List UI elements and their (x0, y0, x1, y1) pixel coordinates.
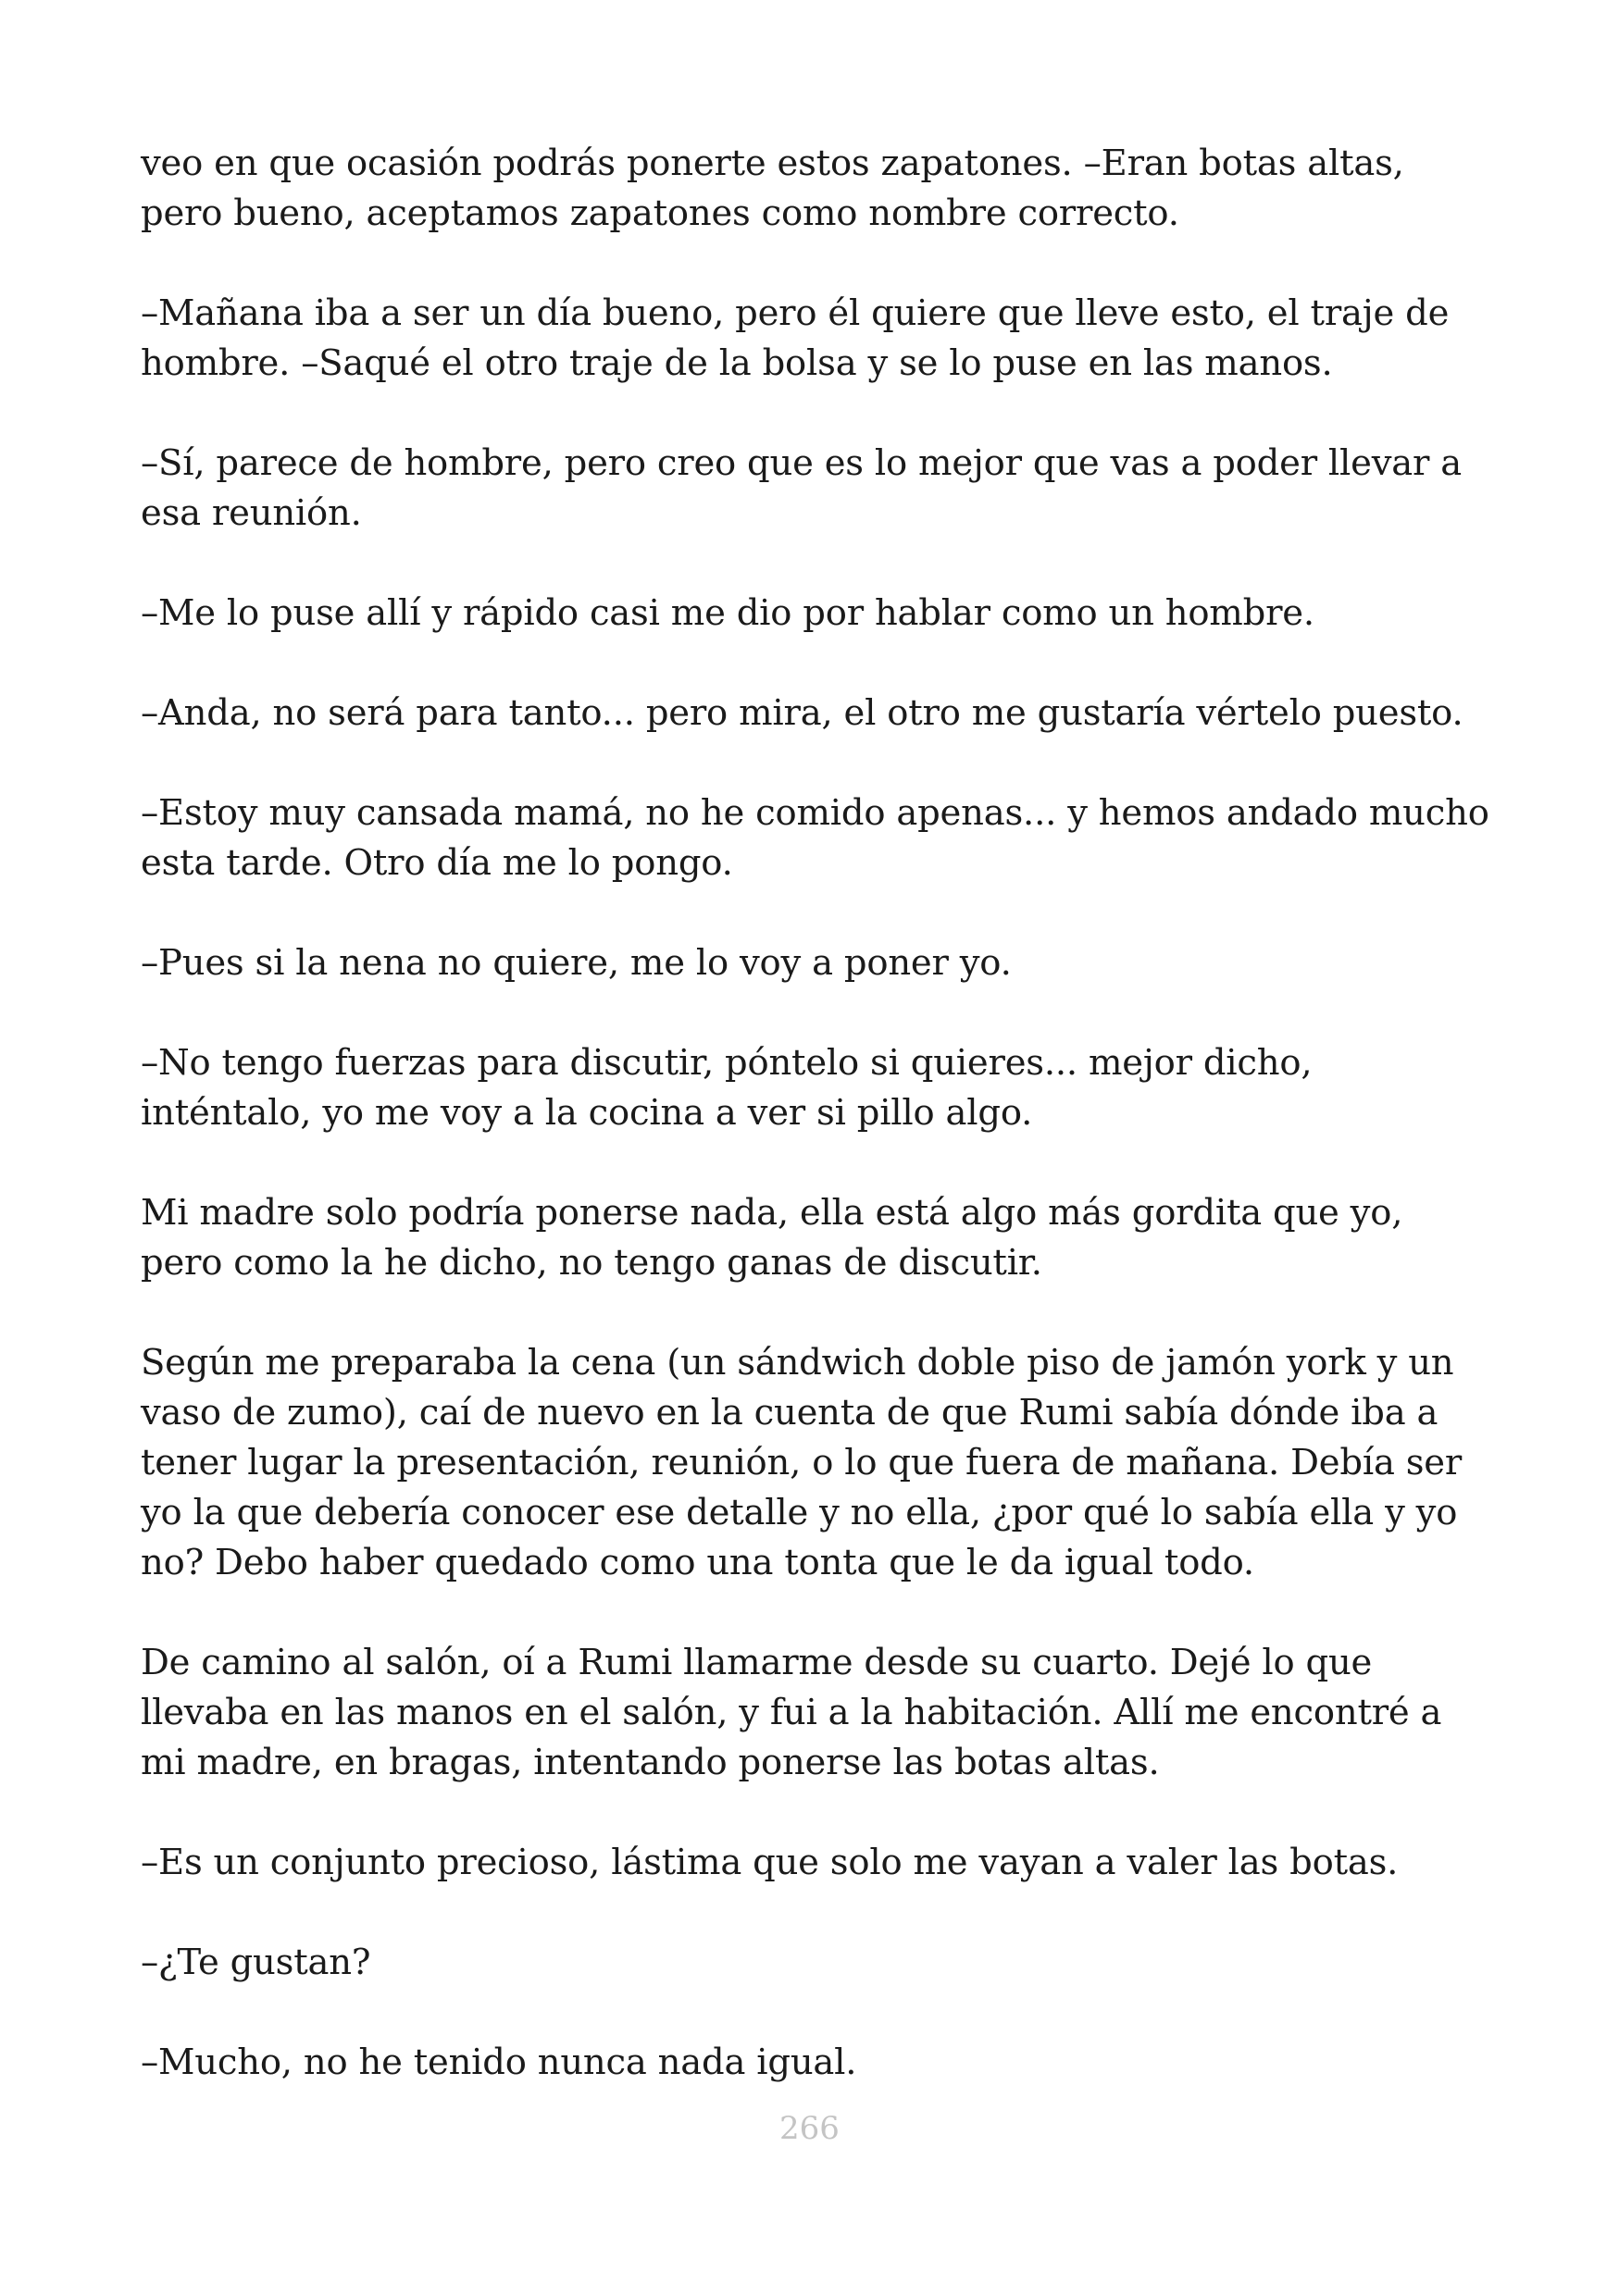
paragraph: –Es un conjunto precioso, lástima que solo me vayan a valer las botas. (141, 1842, 1399, 1883)
paragraph: –Pues si la nena no quiere, me lo voy a poner yo. (141, 942, 1012, 984)
page-number: 266 (779, 2110, 840, 2147)
paragraph: –Sí, parece de hombre, pero creo que es lo mejor que vas a poder llevar a esa reunión. (141, 442, 1463, 534)
paragraph: –Mucho, no he tenido nunca nada igual. (141, 2042, 857, 2083)
page-body (141, 139, 1492, 2138)
paragraph: –No tengo fuerzas para discutir, póntelo si quieres... mejor dicho, inténtalo, yo me voy a la cocina a ver si pillo algo. (141, 1042, 1313, 1134)
paragraph: De camino al salón, oí a Rumi llamarme desde su cuarto. Dejé lo que llevaba en las manos en el salón, y fui a la habitación. Allí me encontré a mi madre, en bragas, intentando ponerse las botas altas. (141, 1642, 1442, 1783)
paragraph: Mi madre solo podría ponerse nada, ella está algo más gordita que yo, pero como la he dicho, no tengo ganas de discutir. (141, 1192, 1403, 1284)
paragraph: –Estoy muy cansada mamá, no he comido apenas... y hemos andado mucho esta tarde. Otro día me lo pongo. (141, 792, 1489, 884)
paragraph: –Anda, no será para tanto... pero mira, el otro me gustaría vértelo puesto. (141, 692, 1463, 734)
paragraph: veo en que ocasión podrás ponerte estos zapatones. –Eran botas altas, pero bueno, aceptamos zapatones como nombre correcto. (141, 143, 1404, 234)
paragraph: Según me preparaba la cena (un sándwich doble piso de jamón york y un vaso de zumo), caí de nuevo en la cuenta de que Rumi sabía dónde iba a tener lugar la presentación, reunión, o lo que fuera de mañana. Debía ser yo la que debería conocer ese detalle y no ella, ¿por qué lo sabía ella y yo no? Debo haber quedado como una tonta que le da igual todo. (141, 1342, 1463, 1583)
paragraph: –Me lo puse allí y rápido casi me dio por hablar como un hombre. (141, 592, 1314, 634)
paragraph: –¿Te gustan? (141, 1942, 371, 1983)
paragraph: –Mañana iba a ser un día bueno, pero él quiere que lleve esto, el traje de hombre. –Saqué el otro traje de la bolsa y se lo puse en las manos. (141, 292, 1450, 384)
